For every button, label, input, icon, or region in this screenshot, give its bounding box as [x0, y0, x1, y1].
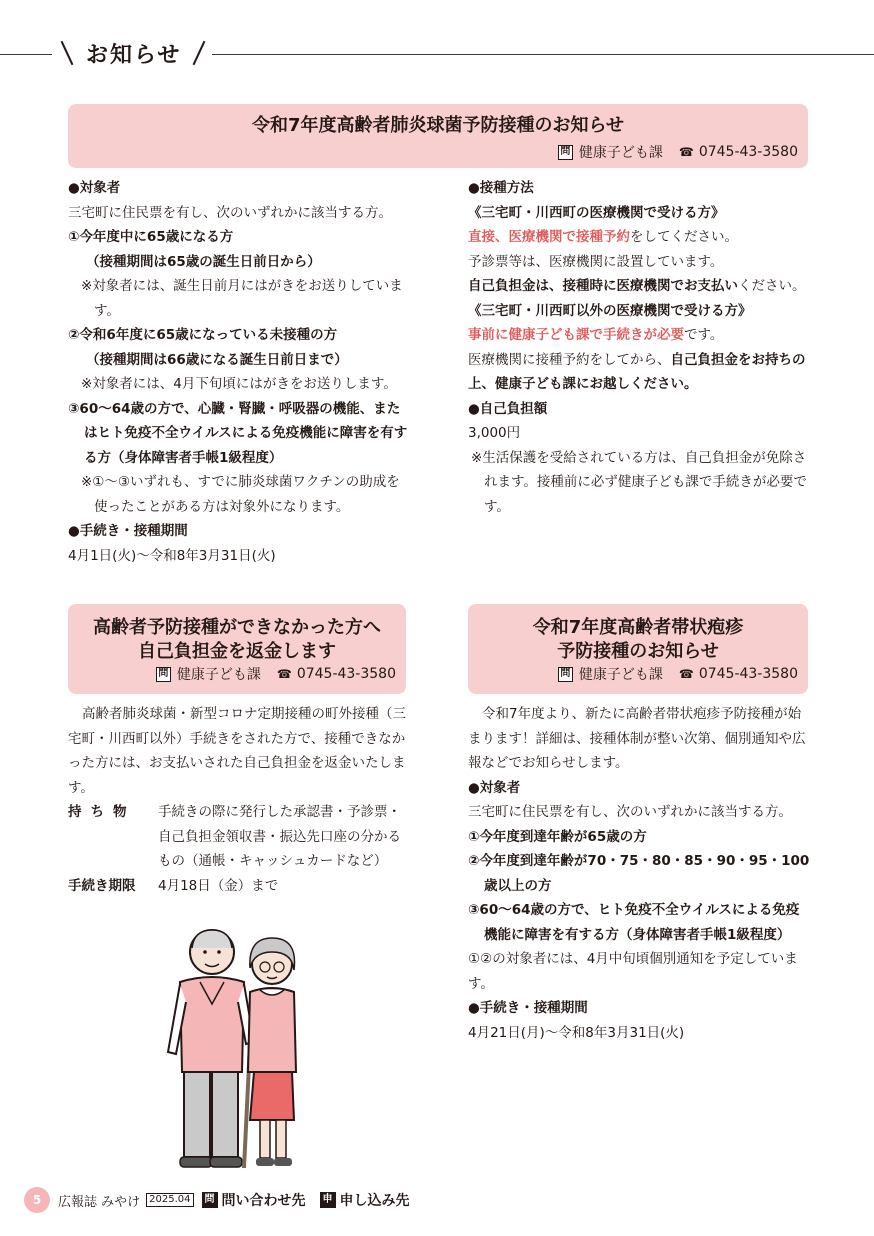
items-value: 手続きの際に発行した承認書・予診票・自己負担金領収書・振込先口座の分かるもの（通帳・キャッシュカードなど）	[158, 804, 401, 869]
pneumococcal-notice-title: 令和7年度高齢者肺炎球菌予防接種のお知らせ	[252, 115, 624, 136]
inquiry-legend: 問 問い合わせ先	[202, 1190, 306, 1210]
inquiry-icon: 問	[558, 667, 573, 682]
contact-dept: 健康子ども課	[578, 667, 663, 683]
refund-section	[68, 702, 410, 898]
target-item-2: ②令和6年度に65歳になっている未接種の方	[68, 327, 338, 343]
refund-deadline-row	[68, 874, 410, 899]
elderly-woman-figure	[248, 938, 296, 1166]
period-value: 4月1日(火)～令和8年3月31日(火)	[68, 547, 276, 564]
target-item-2: ②今年度到達年齢が70・75・80・85・90・95・100歳以上の方	[468, 853, 810, 894]
refund-notice-header	[68, 604, 406, 694]
phone-icon: ☎	[678, 667, 694, 681]
shingles-intro: 令和7年度より、新たに高齢者帯状疱疹予防接種が始まります！詳細は、接種体制が整い次第、個別通知や広報などでお知らせします。	[468, 706, 806, 771]
heading-target: ●対象者	[468, 779, 521, 796]
target-item-1-sub: （接種期間は65歳の誕生日前日から）	[86, 253, 321, 270]
contact-info	[558, 142, 798, 162]
target-desc: 三宅町に住民票を有し、次のいずれかに該当する方。	[468, 804, 792, 820]
target-note: ①②の対象者には、4月中旬頃個別通知を予定しています。	[468, 951, 798, 992]
target-item-1: ①今年度到達年齢が65歳の方	[468, 828, 647, 845]
contact-dept: 健康子ども課	[578, 145, 663, 161]
pneumococcal-target-section	[68, 176, 413, 568]
inquiry-icon: 問	[558, 145, 573, 160]
inquiry-icon: 問	[156, 667, 171, 682]
contact-tel: 0745-43-3580	[698, 666, 798, 682]
pneumococcal-method-section	[468, 176, 810, 519]
contact-tel: 0745-43-3580	[698, 144, 798, 160]
phone-icon: ☎	[678, 145, 694, 159]
refund-items-row	[68, 800, 410, 874]
page-footer	[24, 1186, 424, 1214]
method-sub-other: 《三宅町・川西町以外の医療機関で受ける方》	[468, 302, 752, 319]
target-item-1-note: ※対象者には、誕生日前月にはがきをお送りしています。	[81, 278, 403, 319]
target-item-3-note: ※①～③いずれも、すでに肺炎球菌ワクチンの助成を使ったことがある方は対象外になります。	[81, 474, 400, 515]
target-item-3: ③60～64歳の方で、ヒト免疫不全ウイルスによる免疫機能に障害を有する方（身体障害者手帳1級程度）	[468, 902, 800, 943]
method-sub-local: 《三宅町・川西町の医療機関で受ける方》	[468, 204, 725, 221]
method-line-2: 予診票等は、医療機関に設置しています。	[468, 253, 724, 270]
heading-method: ●接種方法	[468, 180, 534, 196]
method-line-5: 医療機関に接種予約をしてから、自己負担金をお持ちの上、健康子ども課にお越しください。	[468, 351, 806, 392]
heading-period: ●手続き・接種期間	[468, 1000, 588, 1016]
apply-icon: 申	[320, 1192, 336, 1208]
target-item-3: ③60～64歳の方で、心臓・腎臓・呼吸器の機能、またはヒト免疫不全ウイルスによる免疫機能に障害を有する方（身体障害者手帳1級程度）	[68, 400, 408, 466]
shingles-section	[468, 702, 810, 1045]
header-rule-right	[212, 54, 874, 55]
flower-icon: 5	[24, 1187, 50, 1213]
deadline-label: 手続き期限	[68, 877, 136, 894]
contact-info	[156, 664, 396, 684]
header-rule-left	[0, 54, 52, 55]
apply-legend: 申 申し込み先	[320, 1190, 410, 1210]
shingles-notice-header	[468, 604, 808, 694]
refund-title-line-2: 自己負担金を返金します	[138, 641, 336, 662]
cost-note: ※生活保護を受給されている方は、自己負担金が免除されます。接種前に必ず健康子ども課で手続きが必要です。	[471, 449, 807, 515]
header-slash-right	[193, 41, 206, 65]
contact-info	[558, 664, 798, 684]
target-item-2-sub: （接種期間は66歳になる誕生日前日まで）	[86, 351, 348, 368]
refund-paragraph: 高齢者肺炎球菌・新型コロナ定期接種の町外接種（三宅町・川西町以外）手続きをされた方で、接種できなかった方には、お支払いされた自己負担金を返金いたします。	[68, 706, 406, 796]
heading-cost: ●自己負担額	[468, 400, 548, 417]
method-line-3: 自己負担金は、接種時に医療機関でお支払いください。	[468, 278, 806, 294]
section-title: お知らせ	[86, 43, 182, 68]
pneumococcal-notice-header	[68, 104, 808, 168]
target-desc: 三宅町に住民票を有し、次のいずれかに該当する方。	[68, 204, 392, 221]
method-line-1: 直接、医療機関で接種予約をしてください。	[468, 229, 738, 245]
header-slash-left	[61, 41, 74, 65]
heading-target: ●対象者	[68, 180, 121, 196]
cost-value: 3,000円	[468, 425, 521, 441]
refund-title-line-1: 高齢者予防接種ができなかった方へ	[93, 617, 381, 638]
shingles-title-line-2: 予防接種のお知らせ	[557, 641, 719, 662]
method-line-4: 事前に健康子ども課で手続きが必要です。	[468, 327, 724, 343]
issue-date: 2025.04	[146, 1193, 193, 1207]
contact-dept: 健康子ども課	[176, 667, 261, 683]
inquiry-icon: 問	[202, 1192, 218, 1208]
deadline-value: 4月18日（金）まで	[158, 877, 279, 894]
period-value: 4月21日(月)～令和8年3月31日(火)	[468, 1024, 685, 1041]
target-item-2-note: ※対象者には、4月下旬頃にはがきをお送りします。	[81, 376, 397, 392]
items-label: 持ち物	[68, 804, 136, 820]
shingles-title-line-1: 令和7年度高齢者帯状疱疹	[532, 617, 744, 638]
elderly-couple-illustration	[150, 912, 320, 1172]
phone-icon: ☎	[276, 667, 292, 681]
heading-period: ●手続き・接種期間	[68, 523, 188, 539]
magazine-name: 広報誌 みやけ	[58, 1194, 141, 1210]
contact-tel: 0745-43-3580	[296, 666, 396, 682]
target-item-1: ①今年度中に65歳になる方	[68, 229, 234, 245]
elderly-man-figure	[168, 930, 254, 1168]
